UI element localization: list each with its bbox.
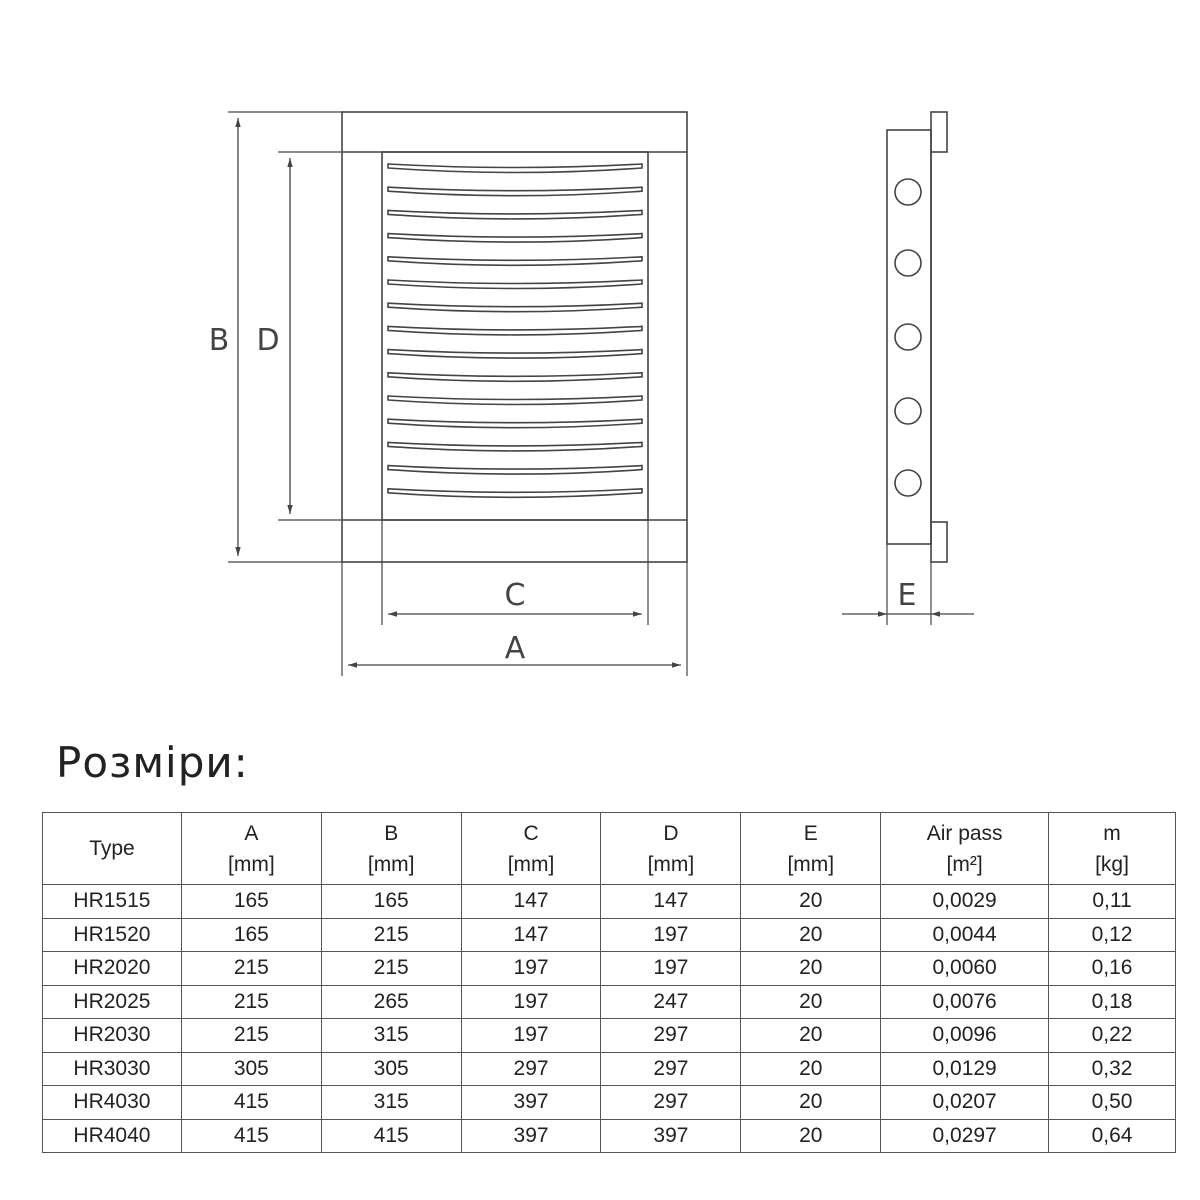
side-view	[842, 112, 974, 625]
cell: 0,0297	[881, 1119, 1049, 1153]
header-d: D [mm]	[601, 813, 741, 885]
table-row	[43, 1019, 1176, 1053]
table-row	[43, 985, 1176, 1019]
cell: 305	[321, 1052, 461, 1086]
cell-type: HR4040	[43, 1119, 182, 1153]
label-d: D	[256, 323, 280, 358]
cell: 0,0060	[881, 952, 1049, 986]
louvre-slat	[388, 373, 642, 382]
cell: 165	[181, 885, 321, 919]
cell: 215	[181, 985, 321, 1019]
louvre-slat	[388, 350, 642, 359]
label-a: A	[504, 631, 526, 666]
table-header-row	[43, 813, 1176, 885]
header-c: C [mm]	[461, 813, 601, 885]
cell: 0,11	[1049, 885, 1176, 919]
cell: 197	[461, 1019, 601, 1053]
header-mass: m [kg]	[1049, 813, 1176, 885]
header-e: E [mm]	[741, 813, 881, 885]
cell: 265	[321, 985, 461, 1019]
cell: 20	[741, 918, 881, 952]
cell: 165	[181, 918, 321, 952]
cell: 215	[181, 1019, 321, 1053]
cell: 0,0029	[881, 885, 1049, 919]
cell: 147	[461, 918, 601, 952]
cell: 147	[461, 885, 601, 919]
cell: 297	[601, 1086, 741, 1120]
cell: 297	[601, 1019, 741, 1053]
cell: 0,50	[1049, 1086, 1176, 1120]
side-flange-bottom	[931, 522, 947, 562]
louvre-slat	[388, 210, 642, 219]
cell: 415	[181, 1119, 321, 1153]
label-b: B	[208, 323, 230, 358]
louvre-slat	[388, 466, 642, 475]
cell: 0,0096	[881, 1019, 1049, 1053]
louvre-slats	[388, 164, 642, 497]
cell: 397	[601, 1119, 741, 1153]
cell: 197	[461, 952, 601, 986]
louvre-slat	[388, 187, 642, 196]
cell: 397	[461, 1119, 601, 1153]
table-row	[43, 952, 1176, 986]
table-row	[43, 1052, 1176, 1086]
side-hole	[895, 250, 921, 276]
louvre-slat	[388, 419, 642, 428]
table-row	[43, 1086, 1176, 1120]
louvre-slat	[388, 326, 642, 335]
cell: 197	[601, 952, 741, 986]
cell: 0,0076	[881, 985, 1049, 1019]
cell: 247	[601, 985, 741, 1019]
header-air-pass: Air pass [m²]	[881, 813, 1049, 885]
cell-type: HR2020	[43, 952, 182, 986]
cell-type: HR1520	[43, 918, 182, 952]
cell: 215	[321, 918, 461, 952]
cell: 20	[741, 885, 881, 919]
cell: 297	[461, 1052, 601, 1086]
cell: 20	[741, 985, 881, 1019]
outer-frame	[342, 112, 687, 562]
louvre-slat	[388, 489, 642, 498]
louvre-slat	[388, 280, 642, 289]
cell: 305	[181, 1052, 321, 1086]
side-hole	[895, 179, 921, 205]
cell: 197	[601, 918, 741, 952]
cell: 297	[601, 1052, 741, 1086]
louvre-slat	[388, 396, 642, 405]
cell: 0,22	[1049, 1019, 1176, 1053]
header-type: Type	[43, 813, 182, 885]
table-row	[43, 1119, 1176, 1153]
louvre-slat	[388, 234, 642, 243]
inner-opening	[382, 152, 648, 520]
cell-type: HR4030	[43, 1086, 182, 1120]
cell: 0,0044	[881, 918, 1049, 952]
cell: 0,0129	[881, 1052, 1049, 1086]
cell: 0,0207	[881, 1086, 1049, 1120]
cell: 0,18	[1049, 985, 1176, 1019]
side-hole	[895, 324, 921, 350]
dimensions-table	[42, 812, 1176, 1153]
label-e: E	[897, 578, 917, 613]
cell: 0,64	[1049, 1119, 1176, 1153]
cell: 197	[461, 985, 601, 1019]
label-c: C	[504, 578, 526, 613]
cell: 165	[321, 885, 461, 919]
cell: 397	[461, 1086, 601, 1120]
cell: 20	[741, 1052, 881, 1086]
cell: 0,12	[1049, 918, 1176, 952]
side-hole	[895, 398, 921, 424]
table-row	[43, 918, 1176, 952]
header-b: B [mm]	[321, 813, 461, 885]
cell: 215	[321, 952, 461, 986]
cell: 20	[741, 1019, 881, 1053]
cell: 415	[181, 1086, 321, 1120]
side-hole	[895, 470, 921, 496]
louvre-slat	[388, 442, 642, 451]
louvre-slat	[388, 164, 642, 173]
page-title: Розміри:	[56, 738, 249, 787]
cell: 215	[181, 952, 321, 986]
cell: 147	[601, 885, 741, 919]
cell-type: HR2030	[43, 1019, 182, 1053]
louvre-slat	[388, 257, 642, 266]
cell: 20	[741, 1119, 881, 1153]
header-a: A [mm]	[181, 813, 321, 885]
cell: 20	[741, 952, 881, 986]
cell: 0,32	[1049, 1052, 1176, 1086]
cell: 315	[321, 1086, 461, 1120]
table-row	[43, 885, 1176, 919]
side-flange-top	[931, 112, 947, 152]
side-body	[887, 130, 931, 544]
cell-type: HR1515	[43, 885, 182, 919]
cell-type: HR2025	[43, 985, 182, 1019]
louvre-slat	[388, 303, 642, 312]
cell: 415	[321, 1119, 461, 1153]
cell: 20	[741, 1086, 881, 1120]
cell: 0,16	[1049, 952, 1176, 986]
cell-type: HR3030	[43, 1052, 182, 1086]
cell: 315	[321, 1019, 461, 1053]
front-view	[228, 112, 687, 676]
